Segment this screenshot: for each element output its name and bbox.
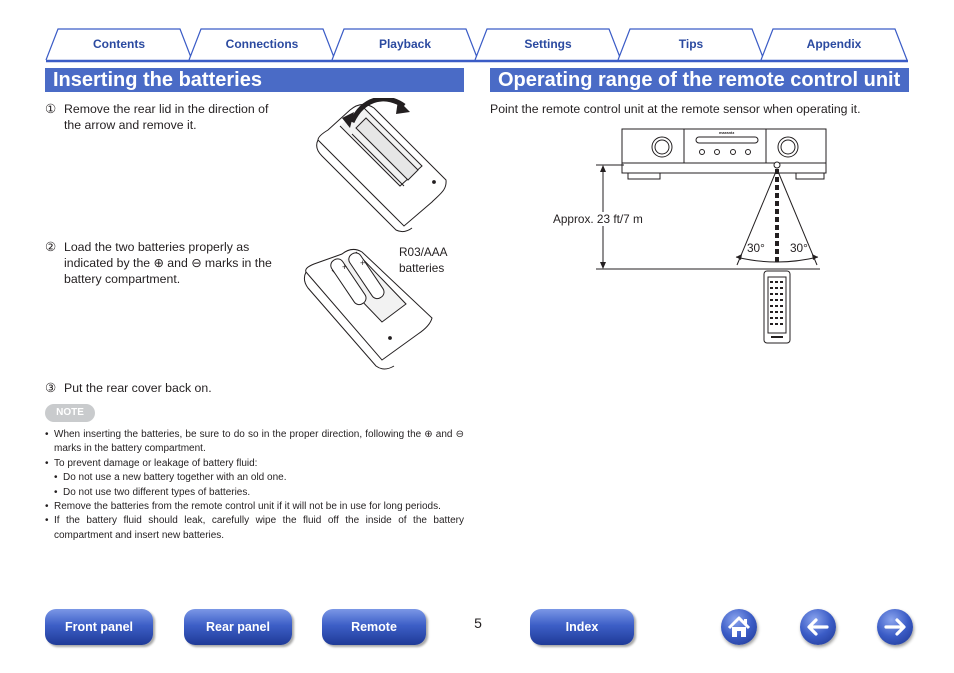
step-text-line1: Remove the rear lid in the direction of <box>64 102 269 116</box>
step-number: ② <box>45 240 57 254</box>
battery-type-line1: R03/AAA <box>399 245 448 259</box>
page-number: 5 <box>474 615 482 631</box>
notes-list <box>45 428 464 543</box>
svg-text:+: + <box>360 258 366 268</box>
step-text: Put the rear cover back on. <box>64 381 212 395</box>
operating-range-intro: Point the remote control unit at the remote sensor when operating it. <box>490 102 861 116</box>
step-number: ③ <box>45 381 57 395</box>
distance-label: Approx. 23 ft/7 m <box>553 212 643 226</box>
step-text-line2: indicated by the ⊕ and ⊖ marks in the <box>64 256 272 270</box>
tab-appendix[interactable]: Appendix <box>806 37 862 51</box>
front-panel-button[interactable]: Front panel <box>45 609 153 645</box>
tab-connections[interactable]: Connections <box>225 37 299 51</box>
arrow-left-icon <box>800 609 836 645</box>
tab-settings[interactable]: Settings <box>524 37 572 51</box>
arrow-right-icon <box>877 609 913 645</box>
note-item: • To prevent damage or leakage of battery fluid: <box>45 457 258 469</box>
angle-left-label: 30° <box>747 241 765 255</box>
operating-range-diagram <box>590 125 850 347</box>
note-subitem: • Do not use a new battery together with an old one. <box>54 472 287 484</box>
note-item: • Remove the batteries from the remote control unit if it will not be in use for long periods. <box>45 501 441 513</box>
section-heading-operating-range: Operating range of the remote control unit <box>490 68 909 92</box>
svg-text:+: + <box>342 262 348 272</box>
note-badge: NOTE <box>45 404 95 422</box>
home-button[interactable] <box>721 609 757 645</box>
tab-playback[interactable]: Playback <box>378 37 432 51</box>
tab-bar <box>0 0 954 64</box>
note-item: • If the battery fluid should leak, carefully wipe the fluid off the inside of the battery compartment and insert new batteries. <box>45 515 464 541</box>
step-text-line3: battery compartment. <box>64 272 181 286</box>
index-button[interactable]: Index <box>530 609 634 645</box>
back-button[interactable] <box>800 609 836 645</box>
angle-right-label: 30° <box>790 241 808 255</box>
note-subitem: • Do not use two different types of batteries. <box>54 486 251 498</box>
remote-button[interactable]: Remote <box>322 609 426 645</box>
forward-button[interactable] <box>877 609 913 645</box>
step-text-line2: the arrow and remove it. <box>64 118 197 132</box>
note-item: • When inserting the batteries, be sure to do so in the proper direction, following the ⊕ and ⊖ marks in the battery compartment. <box>45 429 464 455</box>
step-text-line1: Load the two batteries properly as <box>64 240 250 254</box>
battery-type-line2: batteries <box>399 261 445 275</box>
battery-type-label <box>399 244 448 276</box>
svg-text:marantz: marantz <box>719 130 735 135</box>
tab-contents[interactable]: Contents <box>93 37 145 51</box>
remove-lid-illustration <box>312 98 452 233</box>
home-icon <box>721 609 757 645</box>
tab-tips[interactable]: Tips <box>678 37 704 51</box>
section-heading-batteries: Inserting the batteries <box>45 68 464 92</box>
step-number: ① <box>45 102 57 116</box>
rear-panel-button[interactable]: Rear panel <box>184 609 292 645</box>
